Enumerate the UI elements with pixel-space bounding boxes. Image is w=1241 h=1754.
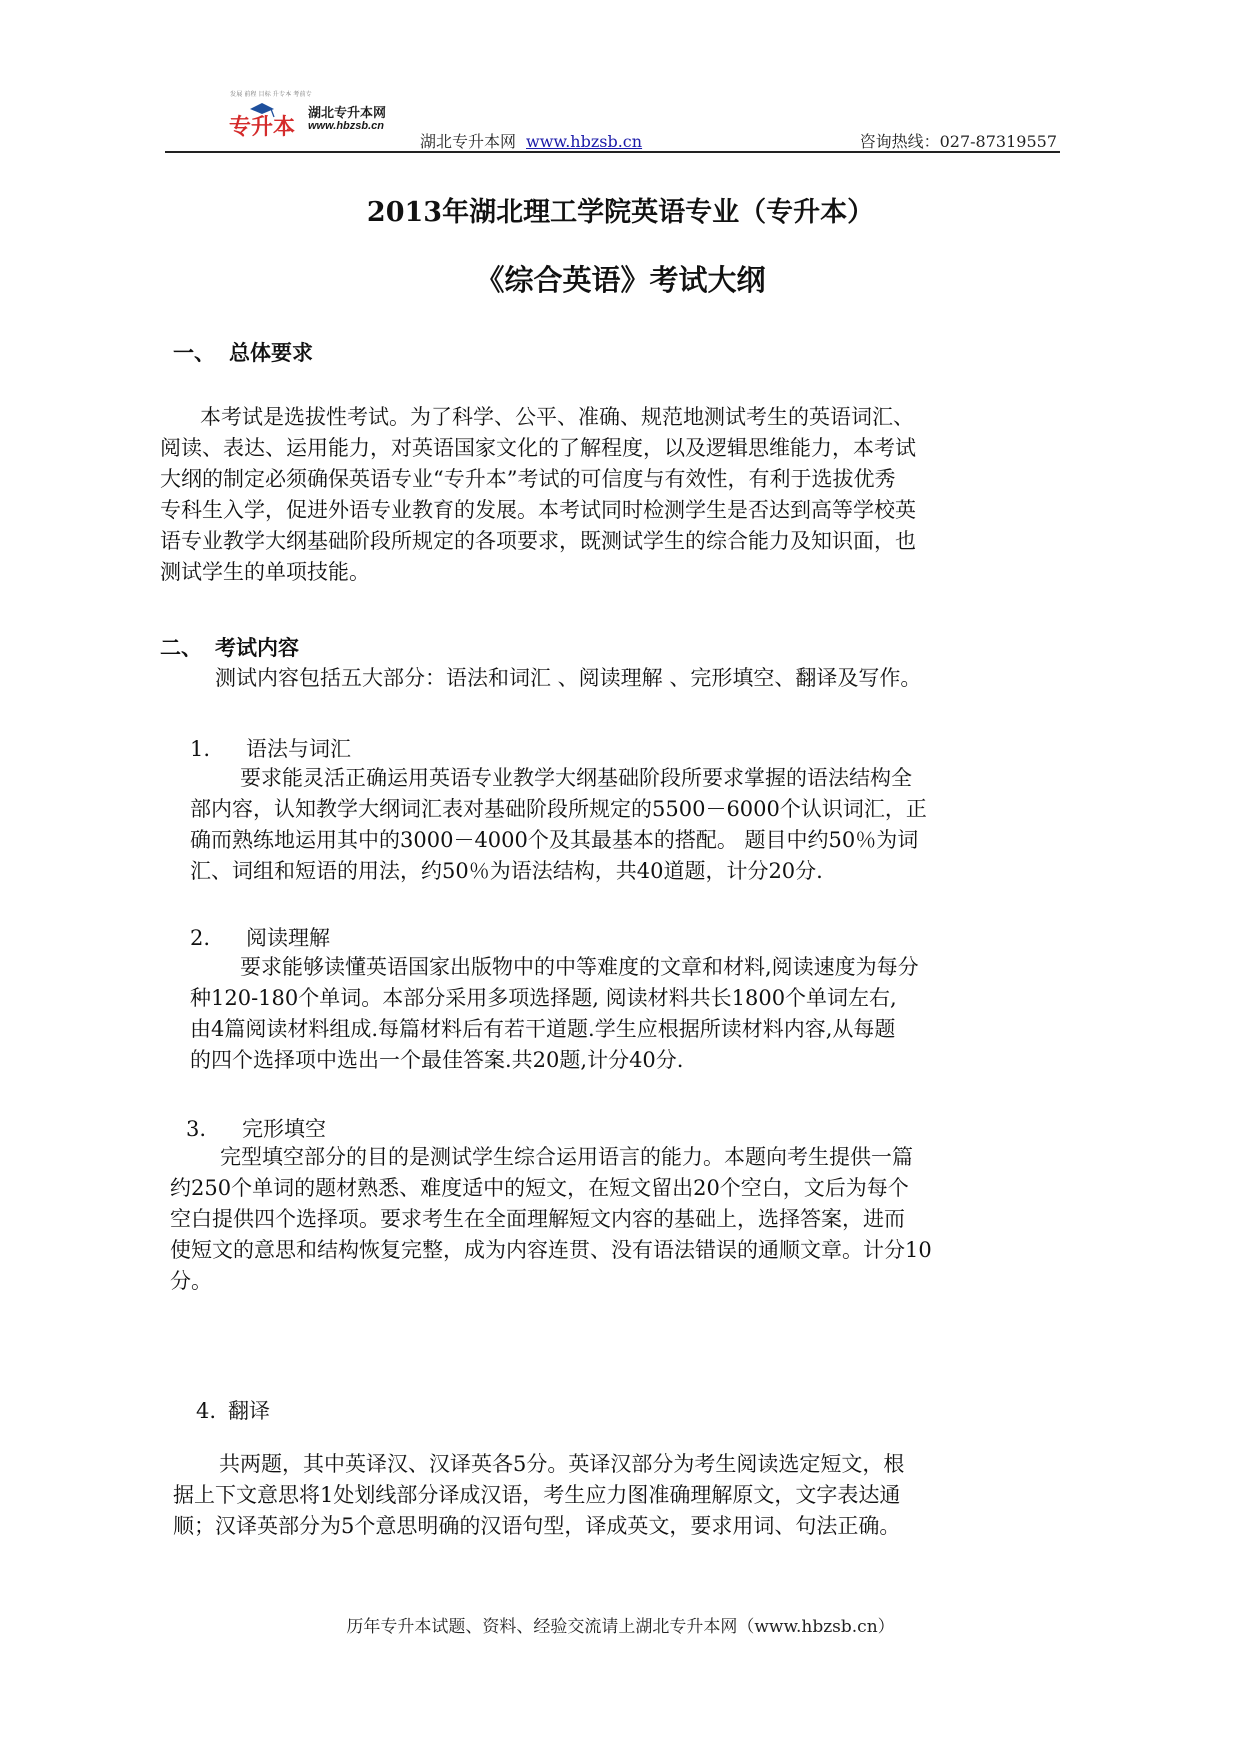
page-header: [165, 88, 1060, 154]
header-site-label: 湖北专升本网: [420, 132, 517, 151]
paragraph-line: 测试学生的单项技能。: [160, 560, 370, 584]
page-footer: 历年专升本试题、资料、经验交流请上湖北专升本网（www.hbzsb.cn）: [346, 1617, 895, 1637]
subsection-heading: [190, 922, 330, 952]
header-site-link[interactable]: www.hbzsb.cn: [526, 132, 643, 151]
paragraph-line: 要求能灵活正确运用英语专业教学大纲基础阶段所要求掌握的语法结构全: [240, 766, 912, 790]
paragraph-line: 本考试是选拔性考试。为了科学、公平、准确、规范地测试考生的英语词汇、: [200, 405, 914, 429]
document-subtitle: 《综合英语》考试大纲: [475, 263, 766, 297]
header-hotline: 咨询热线：027-87319557: [859, 132, 1057, 151]
subsection-paragraph: [190, 952, 1070, 1076]
paragraph-line: 专科生入学，促进外语专业教育的发展。本考试同时检测学生是否达到高等学校英: [160, 498, 916, 522]
paragraph-line: 据上下文意思将1处划线部分译成汉语，考生应力图准确理解原文，文字表达通: [173, 1483, 901, 1507]
subsection-heading: [190, 733, 351, 763]
paragraph-line: 约250个单词的题材熟悉、难度适中的短文，在短文留出20个空白，文后为每个: [170, 1176, 909, 1200]
subsection-paragraph: [190, 763, 1070, 887]
subsection-number: 3.: [186, 1117, 207, 1141]
section-number: 二、: [160, 637, 202, 660]
paragraph-line: 完型填空部分的目的是测试学生综合运用语言的能力。本题向考生提供一篇: [220, 1145, 913, 1169]
section-title: 考试内容: [215, 637, 299, 660]
document-title: 2013年湖北理工学院英语专业（专升本）: [366, 197, 875, 228]
paragraph-line: 空白提供四个选择项。要求考生在全面理解短文内容的基础上，选择答案，进而: [170, 1207, 905, 1231]
logo-url: www.hbzsb.cn: [308, 120, 384, 132]
section-intro: [215, 663, 921, 694]
paragraph-line: 语专业教学大纲基础阶段所规定的各项要求，既测试学生的综合能力及知识面，也: [160, 529, 916, 553]
paragraph-line: 测试内容包括五大部分：语法和词汇 、阅读理解 、完形填空、翻译及写作。: [215, 666, 922, 690]
subsection-title: 翻译: [228, 1399, 270, 1423]
subsection-title: 完形填空: [242, 1117, 326, 1141]
logo-tagline: 发展 前程 目标 升专本 考前专: [230, 92, 312, 98]
subsection-title: 语法与词汇: [246, 737, 351, 761]
paragraph-line: 种120-180个单词。本部分采用多项选择题, 阅读材料共长1800个单词左右,: [190, 986, 897, 1010]
subsection-number: 2.: [190, 926, 211, 950]
paragraph-line: 分。: [170, 1269, 212, 1293]
subsection-paragraph: [170, 1142, 1070, 1297]
paragraph-line: 要求能够读懂英语国家出版物中的中等难度的文章和材料,阅读速度为每分: [240, 955, 919, 979]
paragraph-line: 的四个选择项中选出一个最佳答案.共20题,计分40分.: [190, 1048, 684, 1072]
subsection-title: 阅读理解: [246, 926, 330, 950]
site-logo[interactable]: [228, 88, 418, 148]
subsection-number: 4.: [196, 1399, 217, 1423]
subsection-heading: [196, 1395, 270, 1425]
subsection-heading: [186, 1113, 326, 1143]
logo-site-name: 湖北专升本网: [308, 105, 387, 120]
header-site: [420, 129, 642, 152]
logo-mark-icon: [228, 99, 304, 139]
subsection-number: 1.: [190, 737, 211, 761]
paragraph-line: 部内容，认知教学大纲词汇表对基础阶段所规定的5500－6000个认识词汇，正: [190, 797, 927, 821]
section-heading: [160, 632, 299, 662]
paragraph-line: 顺；汉译英部分为5个意思明确的汉语句型，译成英文，要求用词、句法正确。: [173, 1514, 901, 1538]
subsection-paragraph: [173, 1449, 1073, 1542]
section-paragraph: [160, 402, 1080, 588]
section-title: 总体要求: [229, 342, 313, 365]
paragraph-line: 由4篇阅读材料组成.每篇材料后有若干道题.学生应根据所读材料内容,从每题: [190, 1017, 896, 1041]
paragraph-line: 共两题，其中英译汉、汉译英各5分。英译汉部分为考生阅读选定短文，根: [219, 1452, 905, 1476]
paragraph-line: 阅读、表达、运用能力，对英语国家文化的了解程度，以及逻辑思维能力，本考试: [160, 436, 916, 460]
paragraph-line: 确而熟练地运用其中的3000－4000个及其最基本的搭配。 题目中约50％为词: [190, 828, 919, 852]
paragraph-line: 汇、词组和短语的用法，约50％为语法结构，共40道题，计分20分.: [190, 859, 823, 883]
header-divider: [165, 151, 1060, 153]
svg-text:专升本: 专升本: [229, 115, 296, 139]
section-heading: [173, 337, 313, 367]
section-number: 一、: [173, 342, 215, 365]
paragraph-line: 使短文的意思和结构恢复完整，成为内容连贯、没有语法错误的通顺文章。计分10: [170, 1238, 932, 1262]
paragraph-line: 大纲的制定必须确保英语专业“专升本”考试的可信度与有效性，有利于选拔优秀: [160, 467, 896, 491]
